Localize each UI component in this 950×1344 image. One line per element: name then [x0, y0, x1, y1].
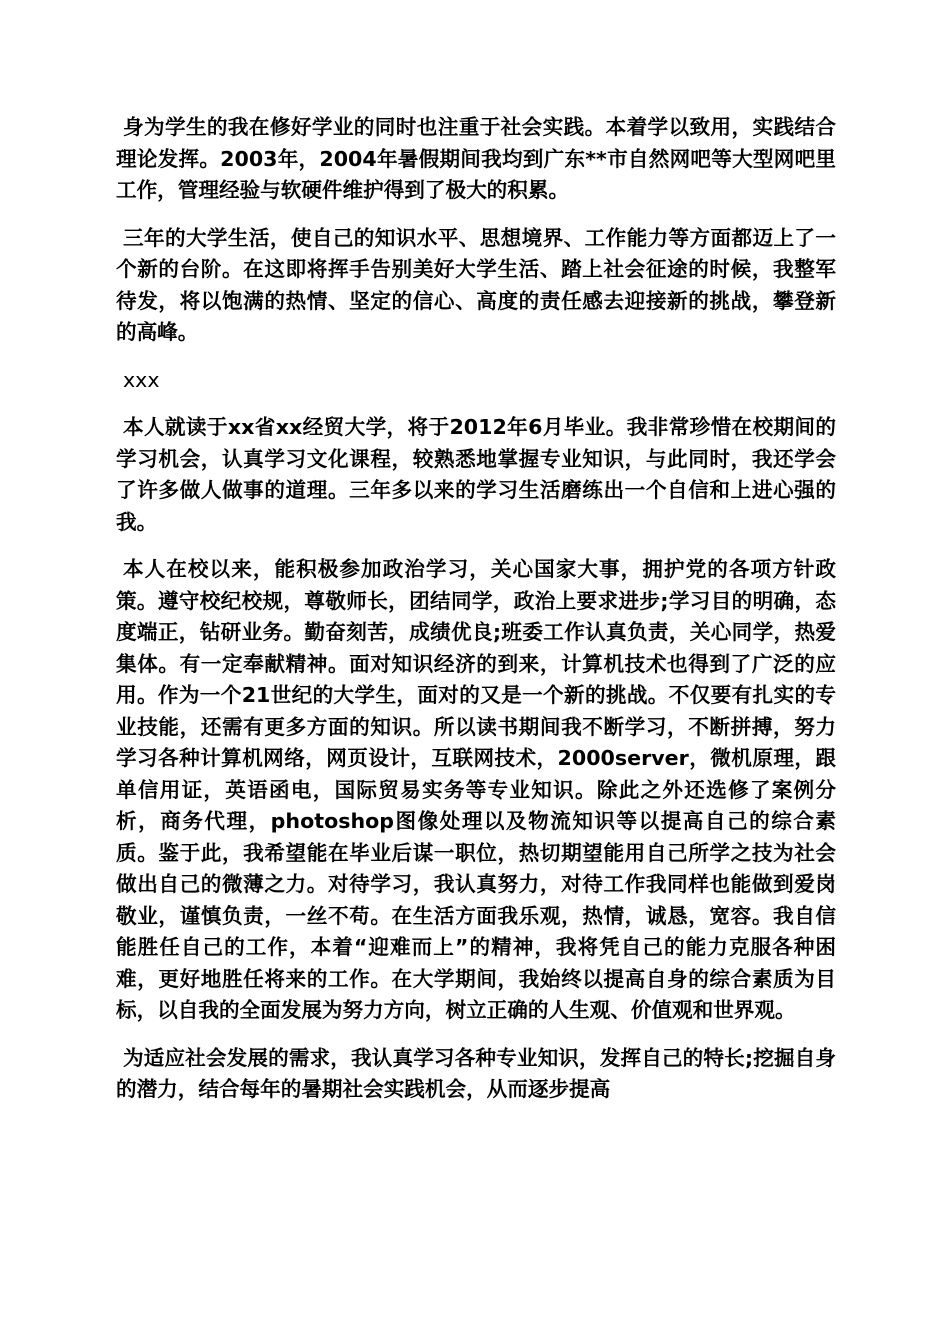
paragraph-name-placeholder: xxx [123, 367, 160, 392]
paragraph-self-evaluation: 本人在校以来，能积极参加政治学习，关心国家大事，拥护党的各项方针政策。遵守校纪校规，尊敬师长，团结同学，政治上要求进步;学习目的明确，态度端正，钻研业务。勤奋刻苦，成绩优良;班委工作认真负责，关心同学，热爱集体。有一定奉献精神。面对知识经济的到来，计算机技术也得到了广泛的应用。作为一个21世纪的大学生，面对的又是一个新的挑战。不仅要有扎实的专业技能，还需有更多方面的知识。所以读书期间我不断学习，不断拼搏，努力学习各种计算机网络，网页设计，互联网技术，2000server，微机原理，跟单信用证，英语函电，国际贸易实务等专业知识。除此之外还选修了案例分析，商务代理，photoshop图像处理以及物流知识等以提高自己的综合素质。鉴于此，我希望能在毕业后谋一职位，热切期望能用自己所学之技为社会做出自己的微薄之力。对待学习，我认真努力，对待工作我同样也能做到爱岗敬业，谨慎负责，一丝不苟。在生活方面我乐观，热情，诚恳，宽容。我自信能胜任自己的工作，本着“迎难而上”的精神，我将凭自己的能力克服各种困难，更好地胜任将来的工作。在大学期间，我始终以提高自身的综合素质为目标，以自我的全面发展为努力方向，树立正确的人生观、价值观和世界观。 [116, 557, 836, 1022]
paragraph-social-practice: 身为学生的我在修好学业的同时也注重于社会实践。本着学以致用，实践结合理论发挥。2003年，2004年暑假期间我均到广东**市自然网吧等大型网吧里工作，管理经验与软硬件维护得到了极大的积累。 [116, 115, 836, 202]
document-body [116, 112, 836, 1122]
paragraph-university-life: 三年的大学生活，使自己的知识水平、思想境界、工作能力等方面都迈上了一个新的台阶。在这即将挥手告别美好大学生活、踏上社会征途的时候，我整军待发，将以饱满的热情、坚定的信心、高度的责任感去迎接新的挑战，攀登新的高峰。 [116, 225, 836, 344]
paragraph-development: 为适应社会发展的需求，我认真学习各种专业知识，发挥自己的特长;挖掘自身的潜力，结合每年的暑期社会实践机会，从而逐步提高 [116, 1045, 836, 1101]
paragraph-education: 本人就读于xx省xx经贸大学，将于2012年6月毕业。我非常珍惜在校期间的学习机会，认真学习文化课程，较熟悉地掌握专业知识，与此同时，我还学会了许多做人做事的道理。三年多以来的学习生活磨练出一个自信和上进心强的我。 [116, 415, 836, 534]
